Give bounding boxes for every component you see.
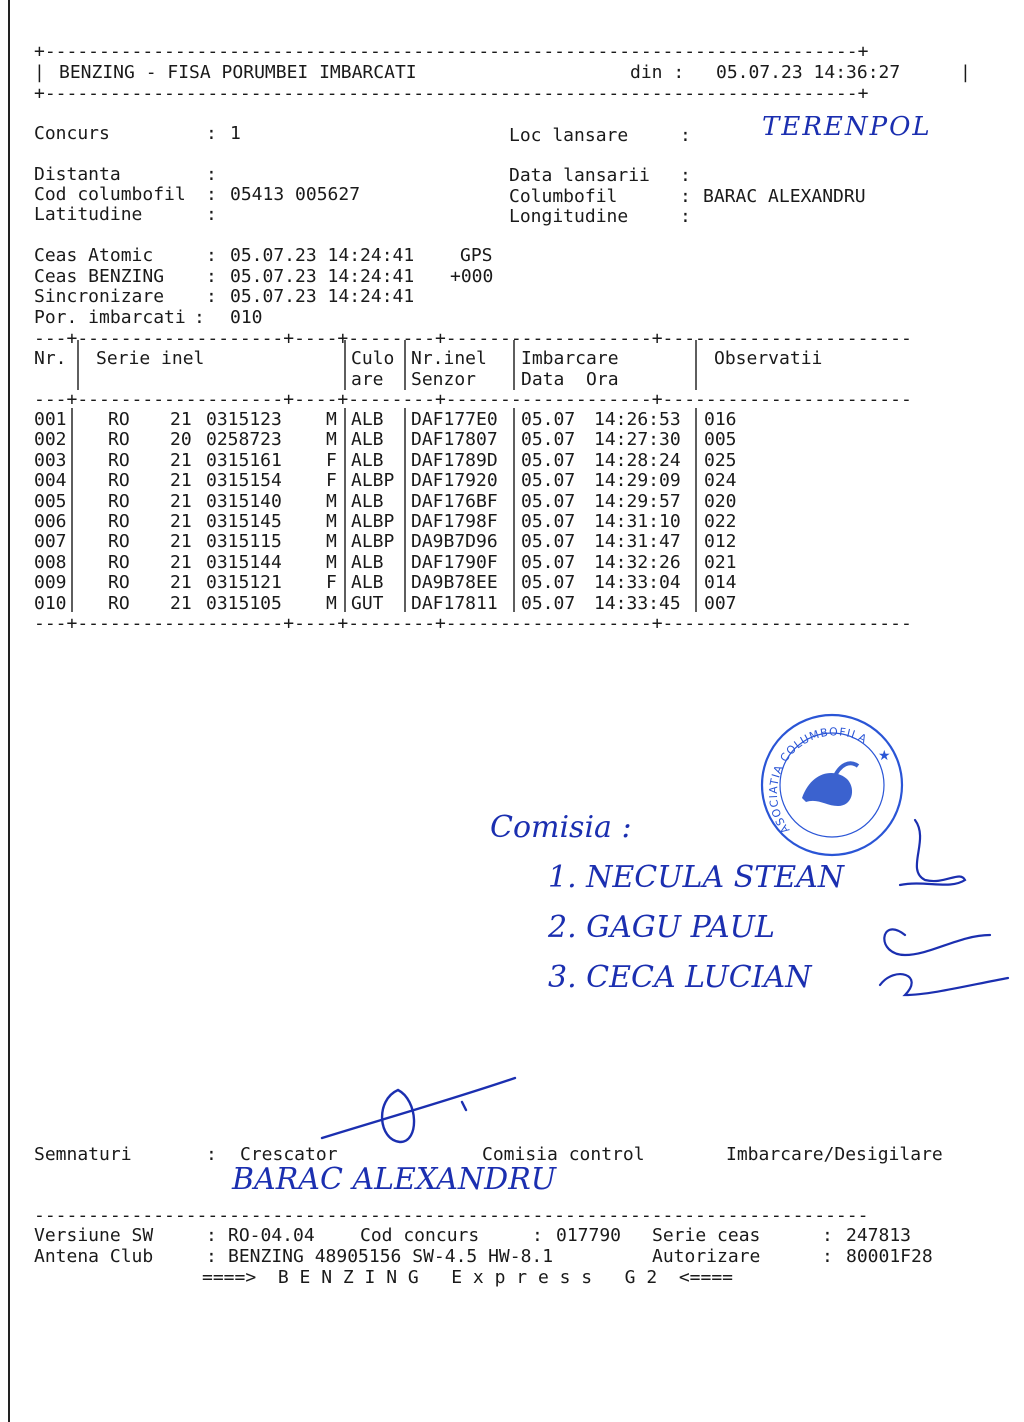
- row-color: ALB: [351, 572, 384, 594]
- table-head-culoare-2: are: [351, 369, 384, 390]
- commission-member-1: 1. NECULA STEAN: [548, 860, 845, 895]
- row-year: 21: [170, 531, 192, 553]
- row-sex: F: [326, 449, 337, 471]
- row-time: 14:29:09: [594, 470, 681, 492]
- colon: :: [206, 245, 217, 266]
- table-head-imbarcare-2: Data Ora: [521, 369, 619, 390]
- row-serial: 0315121: [206, 572, 282, 594]
- row-time: 14:28:24: [594, 449, 681, 471]
- columbofil-label: Columbofil: [509, 186, 618, 207]
- row-date: 05.07: [521, 470, 576, 492]
- row-observation: 007: [704, 592, 737, 614]
- row-sex: M: [326, 429, 337, 451]
- row-date: 05.07: [521, 531, 576, 553]
- row-country: RO: [108, 409, 130, 430]
- row-nr: 008: [34, 551, 67, 573]
- row-country: RO: [108, 470, 130, 492]
- row-time: 14:27:30: [594, 429, 681, 451]
- colon: :: [206, 164, 217, 185]
- ceas-benzing-label: Ceas BENZING: [34, 266, 165, 287]
- colon: :: [822, 1225, 833, 1246]
- row-year: 21: [170, 470, 192, 492]
- row-nr: 002: [34, 429, 67, 451]
- stamp-text: ASOCIATIA COLUMBOFILA: [766, 725, 870, 836]
- row-sensor: DAF176BF: [411, 490, 498, 512]
- row-date: 05.07: [521, 490, 576, 512]
- row-serial: 0315115: [206, 531, 282, 553]
- row-year: 21: [170, 551, 192, 573]
- row-year: 21: [170, 592, 192, 614]
- row-nr: 007: [34, 531, 67, 553]
- row-country: RO: [108, 449, 130, 471]
- colon: :: [680, 125, 691, 146]
- ceas-benzing-extra: +000: [450, 266, 494, 287]
- columbofil-value: BARAC ALEXANDRU: [703, 186, 866, 207]
- row-observation: 025: [704, 449, 737, 471]
- row-sensor: DAF1789D: [411, 449, 498, 471]
- row-nr: 006: [34, 511, 67, 532]
- commission-member-2: 2. GAGU PAUL: [548, 910, 775, 945]
- loc-lansare-handwritten: TERENPOL: [762, 112, 932, 142]
- row-date: 05.07: [521, 409, 576, 430]
- row-nr: 010: [34, 592, 67, 614]
- stamp-star: ★: [878, 748, 891, 764]
- footer-banner: ====> B E N Z I N G E x p r e s s G 2 <====: [202, 1267, 734, 1288]
- concurs-label: Concurs: [34, 123, 110, 144]
- row-sensor: DAF17811: [411, 592, 498, 614]
- table-rule-bottom: ---+-------------------+----+--------+-------------------+-----------------------: [34, 613, 912, 634]
- row-color: ALBP: [351, 511, 395, 532]
- row-color: ALBP: [351, 470, 395, 492]
- row-date: 05.07: [521, 592, 576, 614]
- row-year: 21: [170, 409, 192, 430]
- table-rule-mid: ---+-------------------+----+--------+-------------------+-----------------------: [34, 389, 912, 410]
- colon: :: [206, 1144, 217, 1165]
- footer-rule: -----------------------------------------------------------------------------: [34, 1205, 869, 1226]
- colon: :: [206, 204, 217, 225]
- distanta-label: Distanta: [34, 164, 121, 185]
- antena-value: BENZING 48905156 SW-4.5 HW-8.1: [228, 1246, 554, 1267]
- row-year: 21: [170, 490, 192, 512]
- header-border-top: +---------------------------------------------------------------------------+: [34, 41, 869, 62]
- row-sensor: DAF177E0: [411, 409, 498, 430]
- row-serial: 0315154: [206, 470, 282, 492]
- cod-concurs-value: 017790: [556, 1225, 622, 1246]
- row-color: ALB: [351, 449, 384, 471]
- row-sensor: DA9B7D96: [411, 531, 498, 553]
- antena-label: Antena Club: [34, 1246, 154, 1267]
- row-serial: 0315105: [206, 592, 282, 614]
- latitudine-label: Latitudine: [34, 204, 143, 225]
- table-head-imbarcare-1: Imbarcare: [521, 348, 619, 369]
- row-country: RO: [108, 511, 130, 532]
- colon: :: [206, 1246, 217, 1267]
- row-observation: 022: [704, 511, 737, 532]
- row-color: ALB: [351, 429, 384, 451]
- row-year: 21: [170, 572, 192, 594]
- row-color: ALBP: [351, 531, 395, 553]
- loc-lansare-label: Loc lansare: [509, 125, 629, 146]
- row-time: 14:29:57: [594, 490, 681, 512]
- row-time: 14:32:26: [594, 551, 681, 573]
- row-nr: 009: [34, 572, 67, 594]
- header-date-label: din :: [630, 62, 685, 83]
- row-time: 14:26:53: [594, 409, 681, 430]
- colon: :: [680, 186, 691, 207]
- header-title: BENZING - FISA PORUMBEI IMBARCATI: [59, 62, 417, 83]
- cod-columbofil-value: 05413 005627: [230, 184, 361, 205]
- row-year: 21: [170, 511, 192, 532]
- row-color: ALB: [351, 490, 384, 512]
- row-color: ALB: [351, 409, 384, 430]
- colon: :: [206, 1225, 217, 1246]
- row-observation: 014: [704, 572, 737, 594]
- ceas-atomic-extra: GPS: [460, 245, 493, 266]
- row-sensor: DAF1790F: [411, 551, 498, 573]
- row-country: RO: [108, 551, 130, 573]
- row-serial: 0258723: [206, 429, 282, 451]
- row-country: RO: [108, 592, 130, 614]
- row-date: 05.07: [521, 572, 576, 594]
- table-head-nr: Nr.: [34, 348, 67, 369]
- ceas-atomic-label: Ceas Atomic: [34, 245, 154, 266]
- por-imbarcati-label: Por. imbarcati: [34, 307, 186, 328]
- colon: :: [532, 1225, 543, 1246]
- row-observation: 012: [704, 531, 737, 553]
- por-imbarcati-value: 010: [230, 307, 263, 328]
- row-nr: 005: [34, 490, 67, 512]
- row-sex: M: [326, 409, 337, 430]
- colon: :: [680, 206, 691, 227]
- row-country: RO: [108, 429, 130, 451]
- crescator-signature-name: BARAC ALEXANDRU: [232, 1162, 557, 1197]
- row-observation: 024: [704, 470, 737, 492]
- row-sex: M: [326, 490, 337, 512]
- colon: :: [206, 286, 217, 307]
- row-time: 14:33:04: [594, 572, 681, 594]
- row-sex: F: [326, 572, 337, 594]
- row-year: 20: [170, 429, 192, 451]
- autorizare-value: 80001F28: [846, 1246, 933, 1267]
- row-sensor: DAF17807: [411, 429, 498, 451]
- table-head-nrinel-2: Senzor: [411, 369, 477, 390]
- commission-title-handwritten: Comisia :: [490, 810, 632, 845]
- row-color: ALB: [351, 551, 384, 573]
- sincronizare-label: Sincronizare: [34, 286, 165, 307]
- row-date: 05.07: [521, 511, 576, 532]
- row-sex: M: [326, 511, 337, 532]
- row-sex: M: [326, 551, 337, 573]
- table-rule-top: ---+-------------------+----+--------+-------------------+-----------------------: [34, 328, 912, 349]
- row-country: RO: [108, 572, 130, 594]
- row-observation: 020: [704, 490, 737, 512]
- row-nr: 004: [34, 470, 67, 492]
- table-head-observatii: Observatii: [714, 348, 823, 369]
- table-head-serie: Serie inel: [96, 348, 205, 369]
- cod-concurs-label: Cod concurs: [360, 1225, 480, 1246]
- row-nr: 003: [34, 449, 67, 471]
- row-observation: 005: [704, 429, 737, 451]
- row-date: 05.07: [521, 429, 576, 451]
- header-left-bar: |: [34, 62, 45, 83]
- concurs-value: 1: [230, 123, 241, 144]
- sincronizare-value: 05.07.23 14:24:41: [230, 286, 415, 307]
- commission-member-3: 3. CECA LUCIAN: [548, 960, 812, 995]
- row-observation: 021: [704, 551, 737, 573]
- colon: :: [206, 266, 217, 287]
- row-serial: 0315140: [206, 490, 282, 512]
- colon: :: [680, 165, 691, 186]
- row-sex: F: [326, 470, 337, 492]
- autorizare-label: Autorizare: [652, 1246, 761, 1267]
- row-sensor: DA9B78EE: [411, 572, 498, 594]
- colon: :: [206, 184, 217, 205]
- row-year: 21: [170, 449, 192, 471]
- header-date-value: 05.07.23 14:36:27: [716, 62, 901, 83]
- row-country: RO: [108, 490, 130, 512]
- row-observation: 016: [704, 409, 737, 430]
- row-sensor: DAF1798F: [411, 511, 498, 532]
- ceas-atomic-value: 05.07.23 14:24:41: [230, 245, 415, 266]
- row-country: RO: [108, 531, 130, 553]
- row-time: 14:31:47: [594, 531, 681, 553]
- row-nr: 001: [34, 409, 67, 430]
- colon: :: [206, 123, 217, 144]
- comisia-control-label: Comisia control: [482, 1144, 645, 1165]
- colon: :: [822, 1246, 833, 1267]
- serie-ceas-value: 247813: [846, 1225, 912, 1246]
- row-date: 05.07: [521, 449, 576, 471]
- row-serial: 0315145: [206, 511, 282, 532]
- row-sex: M: [326, 592, 337, 614]
- table-head-nrinel-1: Nr.inel: [411, 348, 487, 369]
- row-serial: 0315161: [206, 449, 282, 471]
- row-serial: 0315123: [206, 409, 282, 430]
- versiune-label: Versiune SW: [34, 1225, 154, 1246]
- table-head-culoare-1: Culo: [351, 348, 395, 369]
- row-sensor: DAF17920: [411, 470, 498, 492]
- row-date: 05.07: [521, 551, 576, 573]
- header-right-bar: |: [960, 62, 971, 83]
- header-border-bottom: +---------------------------------------------------------------------------+: [34, 83, 869, 104]
- row-serial: 0315144: [206, 551, 282, 573]
- serie-ceas-label: Serie ceas: [652, 1225, 761, 1246]
- row-color: GUT: [351, 592, 384, 614]
- versiune-value: RO-04.04: [228, 1225, 315, 1246]
- ceas-benzing-value: 05.07.23 14:24:41: [230, 266, 415, 287]
- data-lansarii-label: Data lansarii: [509, 165, 650, 186]
- row-time: 14:33:45: [594, 592, 681, 614]
- colon: :: [194, 307, 205, 328]
- crescator-label: Crescator: [240, 1144, 338, 1165]
- imbarcare-desigilare-label: Imbarcare/Desigilare: [726, 1144, 943, 1165]
- row-time: 14:31:10: [594, 511, 681, 532]
- longitudine-label: Longitudine: [509, 206, 629, 227]
- semnaturi-label: Semnaturi: [34, 1144, 132, 1165]
- cod-columbofil-label: Cod columbofil: [34, 184, 186, 205]
- row-sex: M: [326, 531, 337, 553]
